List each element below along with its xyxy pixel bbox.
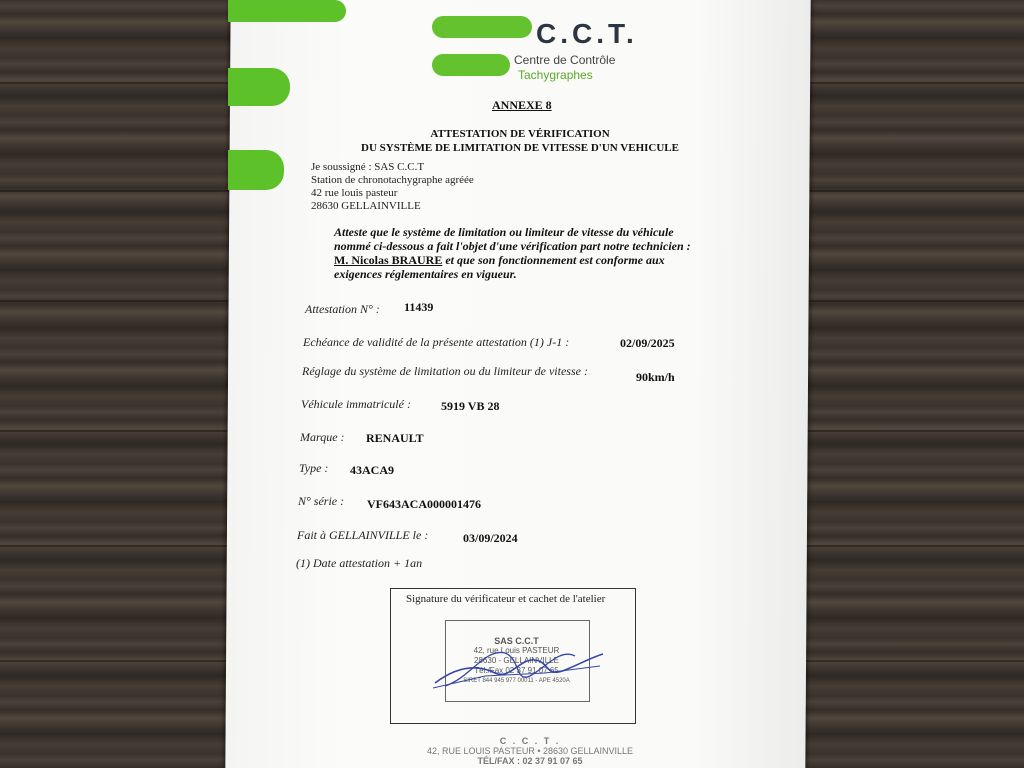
footer-address: 42, RUE LOUIS PASTEUR • 28630 GELLAINVILLE (426, 746, 634, 756)
document-title (330, 127, 710, 155)
annexe-heading: ANNEXE 8 (492, 98, 552, 112)
type-value: 43ACA9 (350, 463, 394, 477)
stamp-line: SAS C.C.T (494, 636, 539, 646)
statement-line: exigences réglementaires en vigueur. (334, 267, 517, 281)
issuer-line: 28630 GELLAINVILLE (311, 200, 421, 212)
statement-line (334, 253, 754, 267)
statement-block (334, 225, 754, 281)
fait-label: Fait à GELLAINVILLE le : (297, 528, 429, 542)
footnote: (1) Date attestation + 1an (296, 556, 423, 570)
logo-bar-icon (432, 16, 532, 38)
logo-brand: C.C.T. (536, 18, 638, 49)
vehicule-label: Véhicule immatriculé : (301, 397, 411, 411)
green-tab-decoration (228, 0, 346, 22)
title-line-2: DU SYSTÈME DE LIMITATION DE VITESSE D'UN VEHICULE (361, 142, 679, 154)
serie-label: N° série : (298, 494, 345, 508)
issuer-line: Station de chronotachygraphe agréée (311, 174, 474, 186)
footer-phone: TÉL/FAX : 02 37 91 07 65 (477, 756, 583, 766)
stamp-line: SIRET 844 945 977 00011 - APE 4520A (463, 678, 570, 684)
footer-brand: C . C . T . (499, 736, 561, 746)
logo-subtitle-2: Tachygraphes (518, 68, 593, 82)
statement-line: Atteste que le système de limitation ou limiteur de vitesse du véhicule (334, 225, 674, 239)
green-tab-decoration (228, 150, 284, 190)
echeance-value: 02/09/2025 (620, 336, 675, 350)
attestation-value: 11439 (404, 300, 434, 314)
marque-value: RENAULT (366, 431, 424, 445)
title-line-1: ATTESTATION DE VÉRIFICATION (430, 128, 610, 140)
stamp-line: Tél./Fax 02 37 91 07 65 (474, 666, 559, 675)
issuer-line: 42 rue louis pasteur (311, 187, 398, 199)
logo-bar-icon (432, 54, 510, 76)
technician-name: M. Nicolas BRAURE (334, 253, 443, 267)
signature-heading: Signature du vérificateur et cachet de l'atelier (406, 593, 606, 605)
echeance-label: Echéance de validité de la présente attestation (1) J-1 : (303, 335, 570, 349)
reglage-label: Réglage du système de limitation ou du limiteur de vitesse : (302, 364, 588, 378)
handwritten-signature-icon (425, 628, 610, 698)
marque-label: Marque : (300, 430, 345, 444)
reglage-value: 90km/h (636, 370, 675, 384)
type-label: Type : (299, 461, 329, 475)
vehicule-value: 5919 VB 28 (441, 399, 500, 413)
attestation-label: Attestation N° : (305, 302, 380, 316)
logo-subtitle: Centre de Contrôle (514, 53, 616, 67)
stamp-line: 42, rue Louis PASTEUR (473, 646, 560, 655)
statement-line-3-rest: et que son fonctionnement est conforme aux (442, 253, 665, 267)
statement-line: nommé ci-dessous a fait l'objet d'une vérification part notre technicien : (334, 239, 691, 253)
stamp-line: 28630 - GELLAINVILLE (474, 656, 559, 665)
issuer-block (311, 161, 474, 213)
fait-value: 03/09/2024 (463, 531, 518, 545)
green-tab-decoration (228, 68, 290, 106)
serie-value: VF643ACA000001476 (367, 497, 481, 511)
issuer-line: Je soussigné : SAS C.C.T (311, 161, 425, 173)
